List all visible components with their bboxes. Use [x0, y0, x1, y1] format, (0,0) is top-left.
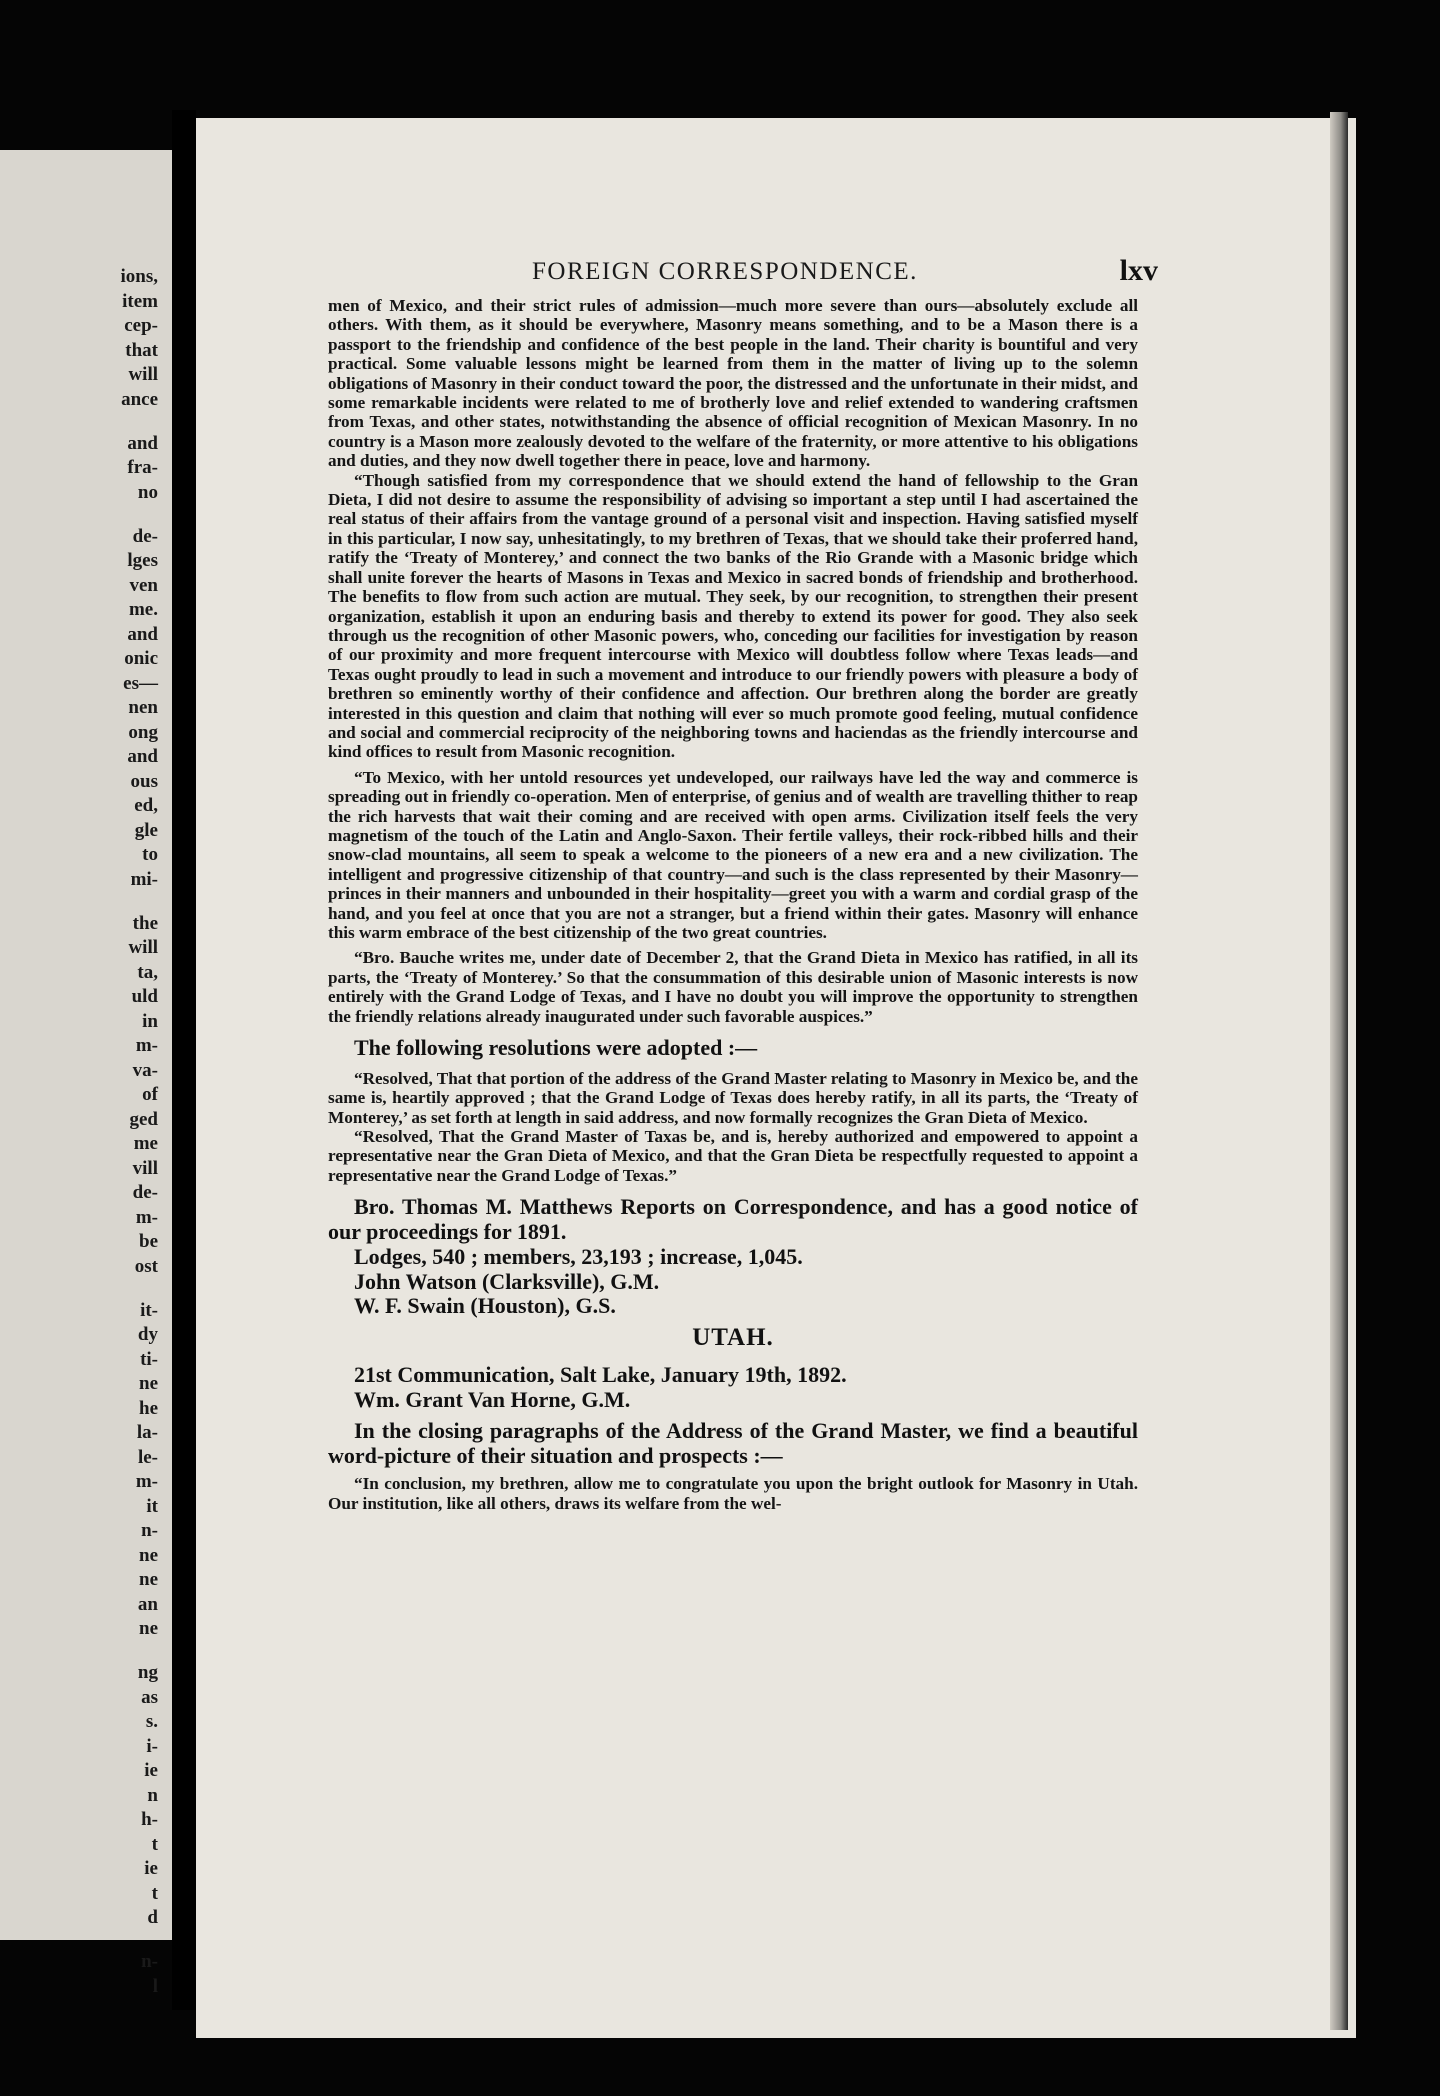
page-edge	[1330, 112, 1348, 2030]
facing-page-fragment-text: the	[132, 912, 158, 934]
facing-page-fragment-text: fra-	[127, 457, 158, 478]
stat-grand-master: John Watson (Clarksville), G.M.	[354, 1268, 660, 1294]
resolution-1: “Resolved, That that portion of the address of the Grand Master relating to Masonry in Mexico be, and the same is, heartily approved ; that the Grand Lodge of Texas does hereby ratify, in all its parts, the ‘Treaty of Monterey,’ as set forth at length in said address, and now formally recognizes the Gran Dieta of Mexico.	[328, 1068, 1138, 1127]
facing-page-fragment-text: ne	[139, 1544, 158, 1566]
facing-page-fragment-text: ta,	[137, 961, 158, 983]
facing-page-fragment-text: item	[122, 290, 158, 312]
facing-page-fragment-text: nen	[128, 697, 158, 718]
facing-page-fragment-text: ed,	[134, 795, 158, 816]
facing-page-fragment-text: in	[142, 1010, 158, 1032]
facing-page-fragment-text: and	[127, 746, 158, 767]
facing-page-fragment-text: ne	[139, 1569, 158, 1590]
facing-page-fragment-text: va-	[132, 1059, 158, 1081]
facing-page-fragment-text: me.	[128, 599, 158, 620]
facing-page-fragment-text: n	[147, 1784, 158, 1806]
page-header	[356, 254, 1158, 294]
utah-grand-master: Wm. Grant Van Horne, G.M.	[354, 1387, 631, 1413]
text-column	[328, 296, 1138, 1513]
utah-quote: “In conclusion, my brethren, allow me to congratulate you upon the bright outlook for Masonry in Utah. Our institution, like all others, draws its welfare from the wel-	[328, 1474, 1138, 1513]
facing-page-fragment-text: lges	[127, 550, 158, 571]
facing-page-fragment-text: d	[147, 1907, 158, 1928]
facing-page-fragment-text: as	[141, 1686, 158, 1708]
facing-page-fragment-text: n-	[141, 1520, 158, 1541]
facing-page-fragment-text: ost	[134, 1255, 158, 1277]
facing-page-fragment-text: n-	[141, 1951, 158, 1972]
facing-page-fragment-text: ance	[121, 388, 158, 410]
facing-page-fragment-text: de-	[132, 525, 158, 547]
facing-page-fragment-text: of	[142, 1084, 158, 1105]
facing-page-fragment-text: ne	[139, 1373, 158, 1394]
facing-page-fragment-text: he	[139, 1397, 158, 1419]
facing-page-fragment-text: de-	[132, 1182, 158, 1203]
facing-page-fragment-text: t	[151, 1833, 158, 1855]
facing-page-fragment-text: m-	[135, 1206, 158, 1228]
paragraph-bro-bauche: “Bro. Bauche writes me, under date of December 2, that the Grand Dieta in Mexico has ratified, in all its parts, the ‘Treaty of Monterey.’ So that the consummation of this desirable union of Masonic interests is now entirely with the Grand Lodge of Texas, and I have no doubt you will improve the opportunity to strengthen the friendly relations already inaugurated under such favorable auspices.”	[328, 948, 1138, 1026]
facing-page-fragment-text: ie	[144, 1858, 158, 1879]
facing-page-fragment-text: la-	[136, 1422, 158, 1443]
facing-page-fragment-text: to	[142, 844, 158, 865]
stat-grand-secretary: W. F. Swain (Houston), G.S.	[354, 1293, 616, 1319]
facing-page-fragment-text: vill	[132, 1157, 158, 1179]
facing-page-fragment-text: and	[127, 432, 158, 454]
facing-page-fragment-text: and	[127, 623, 158, 645]
section-title-utah: UTAH.	[692, 1324, 774, 1352]
facing-page-fragment-text: i-	[146, 1735, 158, 1757]
facing-page-fragment-text: l	[152, 1975, 158, 1997]
facing-page-fragment-text: uld	[131, 986, 158, 1007]
facing-page-fragment-text: ti-	[140, 1348, 158, 1370]
facing-page-fragment-text: cep-	[124, 315, 158, 336]
utah-intro: In the closing paragraphs of the Address of the Grand Master, we find a beautiful word-picture of their situation and prospects :—	[328, 1417, 1138, 1468]
facing-page-fragment-text: h-	[141, 1809, 158, 1830]
facing-page-fragment-text: t	[151, 1882, 158, 1904]
facing-page-fragment-text: s.	[145, 1711, 158, 1732]
resolution-2: “Resolved, That the Grand Master of Taxas be, and is, hereby authorized and empowered to appoint a representative near the Gran Dieta of Mexico, and that the Gran Dieta be respectfully requested to appoint a representative near the Grand Lodge of Texas.”	[328, 1127, 1138, 1185]
facing-page-fragment-text: ven	[129, 574, 158, 596]
facing-page-fragment-text: es—	[123, 672, 158, 694]
facing-page-fragment-text: le-	[137, 1446, 158, 1468]
facing-page-fragment-text: ne	[139, 1618, 158, 1639]
facing-page-fragment-text: m-	[135, 1471, 158, 1492]
facing-page-fragment-text: that	[125, 339, 158, 361]
gutter-shadow	[172, 110, 196, 2010]
paragraph-mexico-masons: men of Mexico, and their strict rules of admission—much more severe than ours—absolutely exclude all others. With them, as it should be everywhere, Masonry means something, and to be a Mason there is a passport to the friendship and confidence of the best people in the land. Their charity is bountiful and very practical. Some valuable lessons might be learned from them in the matter of living up to the solemn obligations of Masonry in their conduct toward the poor, the distressed and the unfortunate in their midst, and some remarkable incidents were related to me of brotherly love and relief extended to wandering craftsmen from Texas, and other states, notwithstanding the absence of official recognition of Mexican Masonry. In no country is a Mason more zealously devoted to the welfare of the fraternity, or more attentive to his obligations and duties, and they now dwell together there in peace, love and harmony.	[328, 296, 1138, 471]
paragraph-to-mexico: “To Mexico, with her untold resources yet undeveloped, our railways have led the way and commerce is spreading out in friendly co-operation. Men of enterprise, of genius and of wealth are travelling thither to reap the rich harvests that wait their coming and are received with open arms. Civilization itself feels the very magnetism of the touch of the Latin and Anglo-Saxon. Their fertile valleys, their rock-ribbed hills and their snow-clad mountains, all seem to speak a welcome to the pioneers of a new era and a new civilization. The intelligent and progressive citizenship of that country—and such is the class represented by their Masonry—princes in their manners and unbounded in their hospitality—greet you with a warm and cordial grasp of the hand, and you feel at once that you are not a stranger, but a friend within their gates. Masonry will enhance this warm embrace of the best citizenship of the two great countries.	[328, 767, 1138, 942]
facing-page-fragment-text: an	[137, 1593, 158, 1615]
utah-communication: 21st Communication, Salt Lake, January 19th, 1892.	[354, 1362, 847, 1388]
facing-page-fragment-text: mi-	[130, 868, 158, 890]
facing-page-fragment-text: be	[139, 1231, 158, 1252]
facing-page-fragment-text: ions,	[120, 266, 158, 287]
facing-page-fragment-text: me	[133, 1133, 158, 1154]
facing-page-fragment	[0, 150, 172, 1997]
facing-page-fragment-text: no	[137, 481, 158, 503]
facing-page-fragment-text: ong	[128, 721, 158, 743]
facing-page-fragment-text: ng	[137, 1662, 158, 1683]
paragraph-gran-dieta: “Though satisfied from my correspondence that we should extend the hand of fellowship to the Gran Dieta, I did not desire to assume the responsibility of advising so important a step until I had ascertained the real status of their affairs from the vantage ground of a personal visit and inspection. Having satisfied myself in this particular, I now say, unhesitatingly, to my brethren of Texas, that we should take their proferred hand, ratify the ‘Treaty of Monterey,’ and connect the two banks of the Rio Grande with a Masonic bridge which shall unite forever the hearts of Masons in Texas and Mexico in sacred bonds of friendship and brotherhood. The benefits to flow from such action are mutual. They seek, by our recognition, to strengthen their present organization, establish it upon an enduring basis and thereby to extend its power for good. They also seek through us the recognition of other Masonic powers, who, conceding our facilities for investigation by reason of our proximity and more frequent intercourse with Mexico will doubtless follow where Texas leads—and Texas ought proudly to lead in such a movement and introduce to our friendly powers with pleasure a body of brethren so eminently worthy of their confidence and affection. Our brethren along the border are greatly interested in this question and claim that nothing will ever so much promote good feeling, mutual confidence and social and commercial reciprocity of the neighboring towns and haciendas as the friendly intercourse and kind offices to result from Masonic recognition.	[328, 470, 1138, 762]
facing-page-fragment-text: onic	[124, 648, 158, 669]
facing-page-fragment-text: will	[128, 364, 158, 385]
facing-page-fragment-text: will	[128, 937, 158, 958]
running-head: FOREIGN CORRESPONDENCE.	[532, 258, 918, 285]
facing-page-fragment-text: ous	[130, 770, 158, 792]
facing-page-fragment-text: it-	[140, 1299, 158, 1321]
facing-page-fragment-text: dy	[137, 1324, 158, 1345]
facing-page-fragment-text: ie	[144, 1760, 158, 1781]
page-number: lxv	[1119, 254, 1158, 287]
resolutions-intro: The following resolutions were adopted :—	[354, 1035, 758, 1061]
facing-page-fragment-text: it	[146, 1495, 158, 1517]
facing-page-fragment-text: gle	[134, 819, 158, 841]
stat-lodges: Lodges, 540 ; members, 23,193 ; increase, 1,045.	[354, 1243, 803, 1269]
facing-page-fragment-text: ged	[129, 1108, 158, 1130]
facing-page-fragment-text: m-	[135, 1035, 158, 1056]
report-note: Bro. Thomas M. Matthews Reports on Correspondence, and has a good notice of our proceedings for 1891.	[328, 1194, 1138, 1245]
